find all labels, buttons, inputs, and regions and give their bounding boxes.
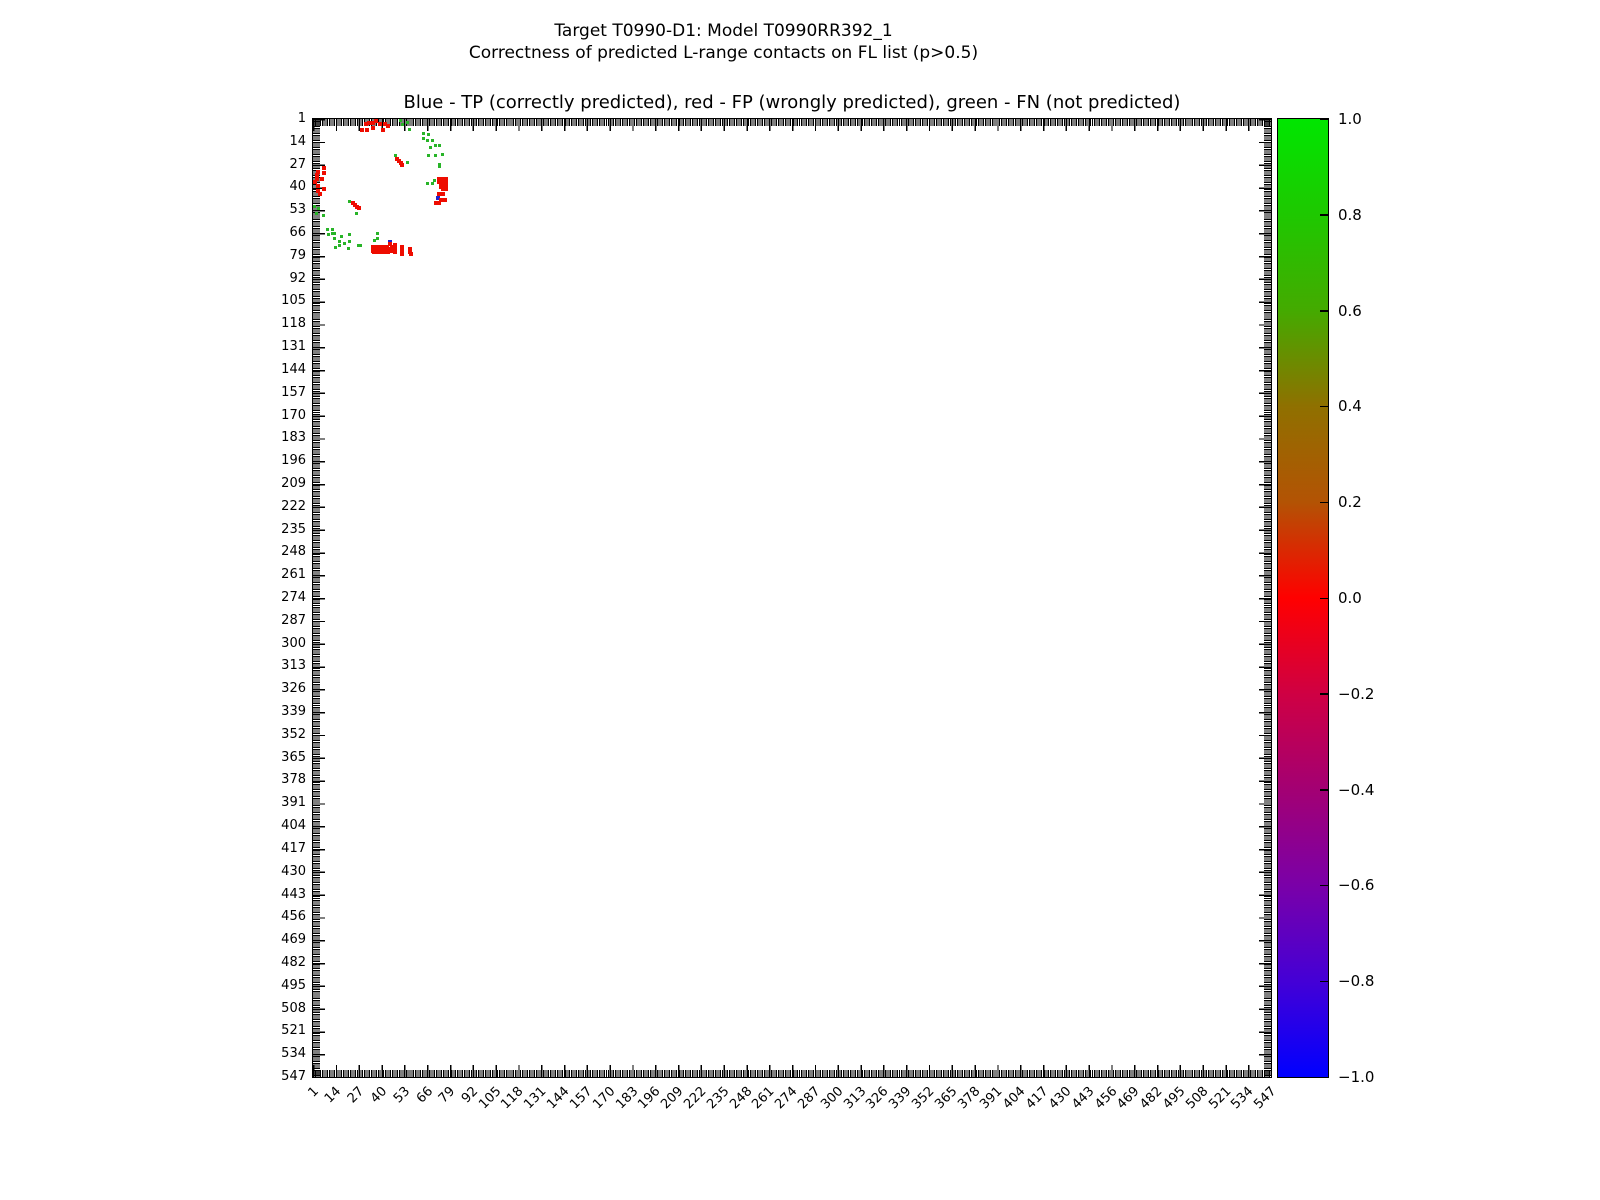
scatter-point-fn [317,207,320,210]
x-tick-label-text: 482 [1137,1084,1166,1113]
y-axis-major-ticks-right [1259,119,1271,1077]
y-tick-label: 235 [281,521,306,537]
y-tick-label: 300 [281,635,306,651]
scatter-point-fn [406,121,409,124]
x-tick-label-text: 534 [1228,1084,1257,1113]
y-tick-label: 404 [281,818,306,834]
y-tick-label: 417 [281,840,306,856]
x-tick-label-text: 27 [344,1084,368,1107]
y-tick-label: 469 [281,932,306,948]
x-tick-label-text: 326 [863,1084,892,1113]
x-tick-label-text: 547 [1251,1084,1280,1113]
scatter-point-fn [434,154,437,157]
y-tick-label: 391 [281,795,306,811]
x-tick-label-text: 222 [681,1084,710,1113]
x-tick-label-text: 79 [436,1084,459,1107]
scatter-point-fp [322,166,326,170]
y-tick-label: 378 [281,772,306,788]
x-tick-label-text: 53 [390,1084,413,1107]
y-tick-label: 170 [281,407,306,423]
scatter-point-fn [333,237,336,240]
y-tick-label: 196 [281,453,306,469]
x-tick-label-text: 14 [322,1084,345,1107]
scatter-point-fp [443,198,447,202]
scatter-point-fp [441,192,445,196]
x-tick-label-text: 287 [795,1084,824,1113]
x-tick-label-text: 157 [567,1084,596,1113]
y-tick-label: 27 [289,156,306,172]
y-tick-label: 261 [281,567,306,583]
x-axis-minor-ticks-top [313,119,1271,126]
y-tick-label: 508 [281,1000,306,1016]
y-tick-label: 274 [281,590,306,605]
y-tick-label: 495 [281,977,306,993]
scatter-point-fn [433,179,436,182]
colorbar-tick [1320,789,1328,791]
scatter-point-fn [438,165,441,168]
colorbar-tick [1320,598,1328,600]
y-tick-label: 144 [281,361,306,377]
colorbar-tick-label: −1.0 [1338,1068,1375,1086]
colorbar-tick-label: −0.8 [1338,972,1375,991]
scatter-point-fn [431,182,434,185]
scatter-point-fn [427,133,430,136]
y-axis-minor-ticks-left [313,119,320,1077]
scatter-point-fp [444,187,448,191]
plot-area [312,118,1272,1078]
y-tick-label: 14 [289,133,306,149]
colorbar-tick [1320,885,1328,887]
scatter-point-fn [340,235,343,238]
scatter-point-fn [422,132,425,135]
y-tick-label: 157 [281,384,306,400]
x-tick-label-text: 352 [909,1084,938,1113]
scatter-point-fn [408,128,411,131]
x-tick-label-text: 508 [1183,1084,1212,1113]
colorbar-tick-label: 1.0 [1338,110,1362,128]
y-tick-label: 79 [289,247,306,263]
scatter-point-fn [426,139,429,142]
colorbar-tick [1320,693,1328,695]
x-tick-label-text: 365 [932,1084,961,1113]
x-axis-major-ticks-top [313,119,1271,131]
x-tick-label-text: 469 [1114,1084,1143,1113]
y-tick-label: 248 [281,544,306,560]
scatter-point-fp [316,184,320,188]
y-tick-label: 456 [281,909,306,925]
y-tick-label: 222 [281,498,306,514]
y-tick-label: 313 [281,658,306,674]
y-tick-label: 209 [281,475,306,491]
figure-title-line2: Correctness of predicted L-range contacts on FL list (p>0.5) [468,43,979,63]
x-tick-label-text: 131 [521,1084,550,1113]
x-tick-label-text: 456 [1091,1084,1120,1113]
scatter-point-fp [378,122,382,126]
x-tick-label-text: 105 [475,1084,505,1113]
x-tick-label-text: 144 [544,1084,573,1113]
x-tick-label-text: 196 [635,1084,664,1113]
scatter-point-fp [318,192,322,196]
y-tick-label: 365 [281,749,306,765]
scatter-point-fp [437,201,441,205]
scatter-point-fn [441,153,444,156]
y-tick-label: 1 [297,111,306,126]
x-tick-label-text: 66 [413,1084,436,1107]
x-tick-label-text: 300 [818,1084,847,1113]
figure-title-line1: Target T0990-D1: Model T0990RR392_1 [554,21,893,41]
y-tick-label: 547 [281,1069,306,1084]
x-tick-label-text: 521 [1205,1084,1234,1113]
x-tick-label-text: 118 [498,1084,527,1113]
x-tick-label-text: 261 [749,1084,778,1113]
scatter-point-fp [360,128,364,132]
scatter-point-fp [357,206,361,210]
scatter-point-fn [355,212,358,215]
colorbar-tick [1320,981,1328,983]
scatter-point-fn [426,182,429,185]
scatter-point-fn [315,212,318,215]
x-tick-label-text: 313 [840,1084,870,1113]
x-axis-major-ticks-bottom [313,1065,1271,1077]
colorbar-tick [1320,119,1328,121]
scatter-point-fn [427,154,430,157]
scatter-point-fn [326,228,329,231]
colorbar-tick [1320,214,1328,216]
x-tick-label-text: 274 [772,1084,801,1113]
scatter-point-fn [394,154,397,157]
x-tick-label-text: 430 [1046,1084,1075,1113]
scatter-point-fp [400,252,404,256]
scatter-point-fn [359,244,362,247]
axes-title: Blue - TP (correctly predicted), red - FP (wrongly predicted), green - FN (not predicted) [403,92,1181,113]
y-tick-label: 521 [281,1023,306,1039]
y-tick-label: 53 [289,202,306,218]
y-tick-label: 443 [281,886,306,902]
y-tick-label: 352 [281,726,306,742]
colorbar-tick-label: 0.0 [1338,589,1362,607]
colorbar-tick [1320,406,1328,408]
y-tick-label: 430 [281,863,306,879]
colorbar-tick [1320,310,1328,312]
x-axis-minor-ticks-bottom [313,1070,1271,1077]
colorbar-tick [1320,1077,1328,1079]
x-tick-label-text: 235 [704,1084,733,1113]
x-tick-label-text: 248 [726,1084,755,1113]
y-tick-label: 92 [289,270,306,286]
scatter-point-fp [371,126,375,130]
colorbar-tick-label: −0.6 [1338,876,1375,895]
scatter-point-fn [348,240,351,243]
scatter-point-fp [320,177,324,181]
x-tick-label-text: 417 [1023,1084,1052,1113]
y-tick-label: 105 [281,293,306,309]
y-tick-label: 66 [289,225,306,241]
scatter-point-fn [376,232,379,235]
colorbar-tick-label: 0.2 [1338,493,1362,512]
scatter-point-fp [322,187,326,191]
x-tick-label-text: 404 [1000,1084,1029,1113]
colorbar-tick-label: 0.4 [1338,397,1362,416]
scatter-point-fp [381,128,385,132]
scatter-point-fn [348,200,351,203]
figure-title [0,20,1447,64]
x-tick-label-text: 40 [367,1084,391,1107]
colorbar-tick-label: 0.6 [1338,301,1362,320]
y-axis-minor-ticks-right [1264,119,1271,1077]
scatter-point-fn [331,232,334,235]
scatter-point-fp [409,252,413,256]
y-axis-major-ticks-left [313,119,325,1077]
scatter-point-fp [365,128,369,132]
x-tick-label-text: 339 [886,1084,915,1113]
scatter-point-fn [401,123,404,126]
x-tick-label-text: 378 [954,1084,984,1113]
scatter-point-fn [431,139,434,142]
scatter-point-fp [400,163,404,167]
x-tick-label-text: 495 [1160,1084,1189,1113]
scatter-point-fn [347,247,350,250]
x-tick-label-text: 209 [658,1084,687,1113]
x-tick-label-text: 443 [1068,1084,1098,1113]
scatter-point-fp [386,124,390,128]
y-tick-label: 131 [281,339,306,355]
y-tick-label: 118 [281,316,306,332]
x-tick-label-text: 170 [589,1084,619,1113]
x-tick-label-text: 1 [305,1084,322,1101]
scatter-point-fp [322,171,326,175]
colorbar-tick-label: 0.8 [1338,205,1362,224]
scatter-point-fn [376,237,379,240]
scatter-point-fn [429,146,432,149]
y-tick-label: 183 [281,430,306,446]
scatter-point-fn [338,244,341,247]
y-tick-label: 482 [281,954,306,970]
scatter-point-fn [438,144,441,147]
x-tick-label-text: 391 [977,1084,1006,1113]
y-tick-label: 339 [281,704,306,720]
scatter-point-fp [393,250,397,254]
y-tick-label: 40 [289,179,306,195]
x-tick-label-text: 92 [458,1084,482,1107]
y-tick-label: 287 [281,612,306,628]
colorbar-tick-label: −0.4 [1338,780,1375,799]
scatter-point-fn [373,239,376,242]
y-tick-label: 534 [281,1046,306,1062]
colorbar-tick [1320,502,1328,504]
scatter-point-fn [348,233,351,236]
scatter-point-fn [406,161,409,164]
scatter-point-fn [334,246,337,249]
scatter-point-fn [343,242,346,245]
colorbar-tick-label: −0.2 [1338,684,1375,703]
scatter-point-fn [322,214,325,217]
y-tick-label: 326 [281,681,306,697]
x-tick-label-text: 183 [612,1084,641,1113]
